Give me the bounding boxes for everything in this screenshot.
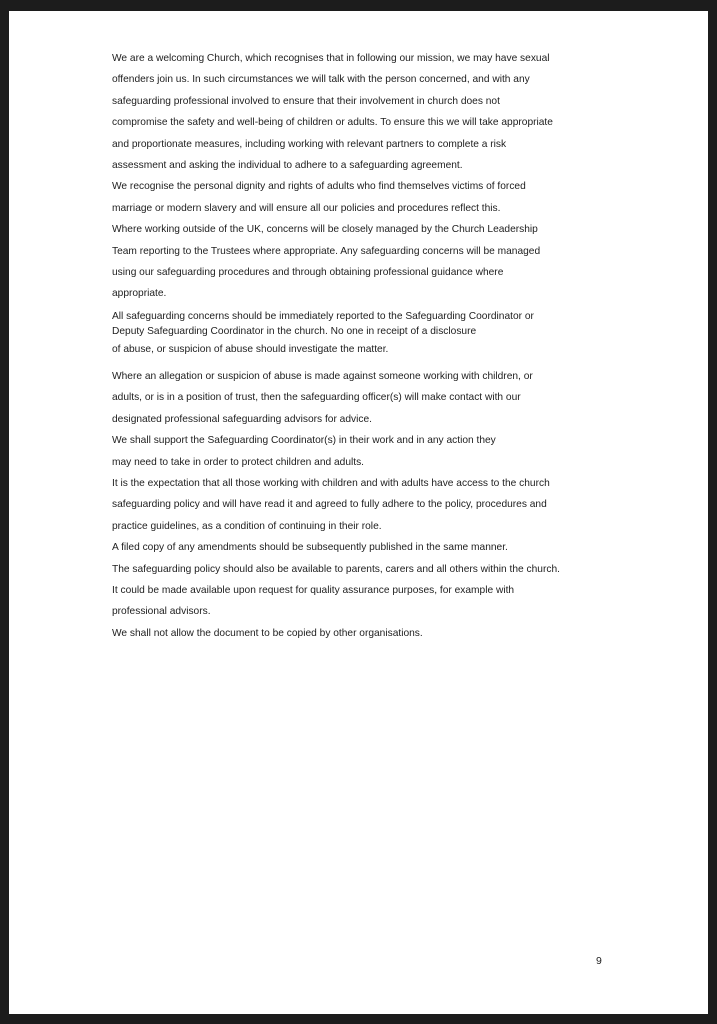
text-line: offenders join us. In such circumstances we will talk with the person concerned, and with any [112,74,530,86]
text-line: It could be made available upon request for quality assurance purposes, for example with [112,584,515,596]
text-line: adults, or is in a position of trust, then the safeguarding officer(s) will make contact with our [112,392,521,404]
text-line: using our safeguarding procedures and through obtaining professional guidance where [112,266,504,278]
text-line: Where an allegation or suspicion of abuse is made against someone working with children, or [112,371,533,383]
text-line: All safeguarding concerns should be immediately reported to the Safeguarding Coordinator or [112,310,534,322]
text-line: Deputy Safeguarding Coordinator in the church. No one in receipt of a disclosure [112,325,477,337]
text-line: and proportionate measures, including working with relevant partners to complete a risk [112,138,507,150]
text-line: A filed copy of any amendments should be subsequently published in the same manner. [112,542,508,554]
text-line: We are a welcoming Church, which recognises that in following our mission, we may have sexual [112,53,550,64]
text-line: safeguarding policy and will have read it and agreed to fully adhere to the policy, procedures and [112,499,547,511]
text-line: We shall support the Safeguarding Coordinator(s) in their work and in any action they [112,435,496,447]
text-line: The safeguarding policy should also be available to parents, carers and all others within the church. [112,563,560,575]
text-line: designated professional safeguarding advisors for advice. [112,413,372,425]
text-line: assessment and asking the individual to adhere to a safeguarding agreement. [112,159,463,171]
text-line: Team reporting to the Trustees where appropriate. Any safeguarding concerns will be managed [112,245,541,257]
text-line: It is the expectation that all those working with children and with adults have access to the church [112,478,550,490]
text-line: of abuse, or suspicion of abuse should investigate the matter. [112,343,389,355]
text-line: We shall not allow the document to be copied by other organisations. [112,627,423,639]
text-line: may need to take in order to protect children and adults. [112,456,365,468]
body-text [112,48,642,644]
page-number: 9 [596,955,602,967]
text-line: marriage or modern slavery and will ensure all our policies and procedures reflect this. [112,202,501,214]
text-line: practice guidelines, as a condition of continuing in their role. [112,520,382,532]
text-line: We recognise the personal dignity and rights of adults who find themselves victims of forced [112,181,526,193]
text-line: compromise the safety and well-being of children or adults. To ensure this we will take appropriate [112,117,553,129]
document-page [9,11,708,1014]
text-line: professional advisors. [112,606,211,618]
text-line: safeguarding professional involved to ensure that their involvement in church does not [112,95,500,107]
text-line: Where working outside of the UK, concerns will be closely managed by the Church Leadership [112,224,538,236]
text-line: appropriate. [112,288,167,300]
